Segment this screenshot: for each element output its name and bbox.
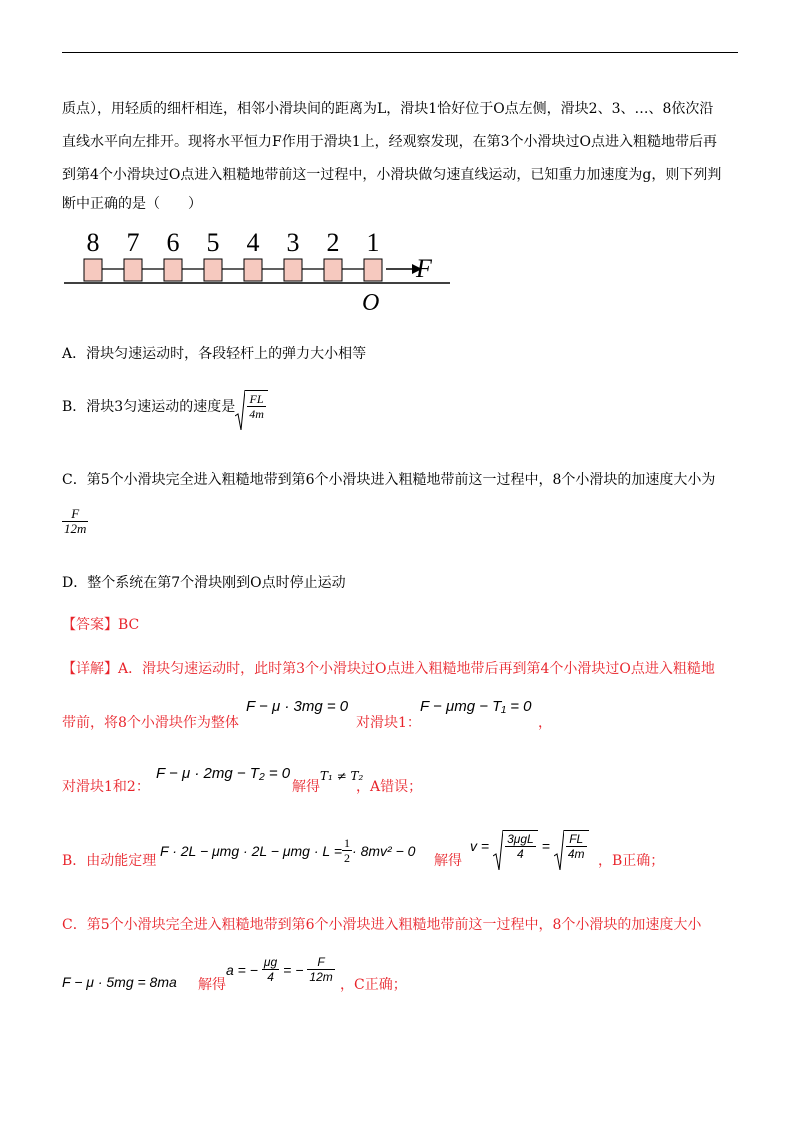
analysis-a-line-3-end: ，A错误；	[356, 779, 423, 795]
option-c-frac	[62, 507, 88, 536]
header-rule	[62, 52, 738, 53]
block-number-3: 3	[286, 228, 300, 257]
eq-whole: F − μ · 3mg = 0	[246, 698, 349, 715]
half-num: 1	[344, 836, 351, 850]
eq-energy-rhs: · 8mv² − 0	[352, 842, 416, 859]
analysis-a-line-2-mid: 对滑块1：	[356, 715, 421, 731]
eq-energy-lhs: F · 2L − μmg · 2L − μmg · L =	[160, 842, 343, 859]
eq-sign: =	[541, 837, 550, 854]
analysis-a-line-2-prefix: 带前，将8个小滑块作为整体	[62, 715, 239, 731]
analysis-b-prefix: B．由动能定理	[62, 853, 157, 869]
analysis-a-line-2-end: ，	[538, 715, 552, 731]
analysis-label: 【详解】	[62, 661, 118, 677]
v-eq: v =	[470, 837, 490, 854]
eq-energy	[160, 836, 415, 865]
option-a: A．滑块匀速运动时，各段轻杆上的弹力大小相等	[62, 346, 367, 362]
block-3	[284, 259, 302, 281]
question-line-2: 直线水平向左排开。现将水平恒力F作用于滑块1上，经观察发现，在第3个小滑块过O点进入粗糙地带后再	[62, 134, 718, 150]
half-den: 2	[344, 851, 351, 865]
t-neq: T₁ ≠ T₂	[320, 769, 364, 783]
v-num: 3μgL	[507, 832, 534, 846]
question-line-4: 断中正确的是（ ）	[62, 196, 202, 212]
question-line-3: 到第4个小滑块过O点进入粗糙地带前这一过程中，小滑块做匀速直线运动，已知重力加速度为g，则下列判	[62, 167, 722, 183]
a-num: μg	[263, 955, 278, 969]
option-b-sqrt	[235, 390, 268, 421]
eq-velocity	[470, 830, 589, 861]
block-7	[124, 259, 142, 281]
v-den: 4	[517, 847, 524, 861]
v2-den: 4m	[567, 847, 585, 861]
force-label: F	[416, 254, 432, 283]
option-c-num: F	[62, 507, 88, 522]
block-number-8: 8	[86, 228, 100, 257]
a2-den: 12m	[309, 970, 333, 984]
answer	[62, 614, 139, 634]
block-2	[324, 259, 342, 281]
analysis-b-end: ，B正确；	[598, 853, 665, 869]
origin-label: O	[362, 290, 380, 315]
block-8	[84, 259, 102, 281]
analysis-a-line-1	[62, 658, 715, 678]
option-d: D．整个系统在第7个滑块刚到O点时停止运动	[62, 575, 346, 591]
a-den: 4	[267, 970, 274, 984]
block-1	[364, 259, 382, 281]
a-eq2: = −	[283, 961, 304, 978]
a2-num: F	[307, 955, 334, 970]
eq-acceleration	[226, 955, 335, 984]
analysis-c-line-1: C．第5个小滑块完全进入粗糙地带到第6个小滑块进入粗糙地带前这一过程中，8个小滑块的加速度大小	[62, 917, 702, 933]
block-number-4: 4	[246, 228, 260, 257]
block-4	[244, 259, 262, 281]
block-number-2: 2	[326, 228, 340, 257]
answer-label: 【答案】	[62, 617, 118, 633]
block-5	[204, 259, 222, 281]
block-number-1: 1	[366, 228, 380, 257]
answer-value: BC	[118, 617, 140, 633]
option-b-den: 4m	[249, 407, 264, 421]
option-c: C．第5个小滑块完全进入粗糙地带到第6个小滑块进入粗糙地带前这一过程中，8个小滑块的加速度大小为	[62, 472, 716, 488]
option-b	[62, 390, 268, 421]
analysis-a-solve: 解得	[292, 779, 320, 795]
block-number-6: 6	[166, 228, 180, 257]
question-line-1: 质点），用轻质的细杆相连，相邻小滑块间的距离为L，滑块1恰好位于O点左侧，滑块2、3、…、8依次沿	[62, 101, 714, 117]
block-6	[164, 259, 182, 281]
analysis-b-solve: 解得	[434, 853, 462, 869]
eq-c: F − μ · 5mg = 8ma	[62, 974, 177, 990]
v2-num: FL	[566, 832, 587, 847]
analysis-a-text: A．滑块匀速运动时，此时第3个小滑块过O点进入粗糙地带后再到第4个小滑块过O点进入粗糙地	[118, 661, 715, 677]
option-b-num: FL	[247, 392, 266, 407]
eq-block1: F − μmg − T₁ = 0	[420, 698, 532, 715]
analysis-c-end: ，C正确；	[340, 977, 407, 993]
analysis-a-line-3-prefix: 对滑块1和2：	[62, 779, 150, 795]
block-number-7: 7	[126, 228, 140, 257]
block-number-5: 5	[206, 228, 220, 257]
a-eq: a = −	[226, 961, 258, 978]
blocks-figure	[60, 225, 460, 315]
eq-block12: F − μ · 2mg − T₂ = 0	[156, 765, 291, 782]
option-b-text: B．滑块3匀速运动的速度是	[62, 398, 236, 415]
option-c-den: 12m	[64, 521, 87, 536]
analysis-c-solve: 解得	[198, 977, 226, 993]
